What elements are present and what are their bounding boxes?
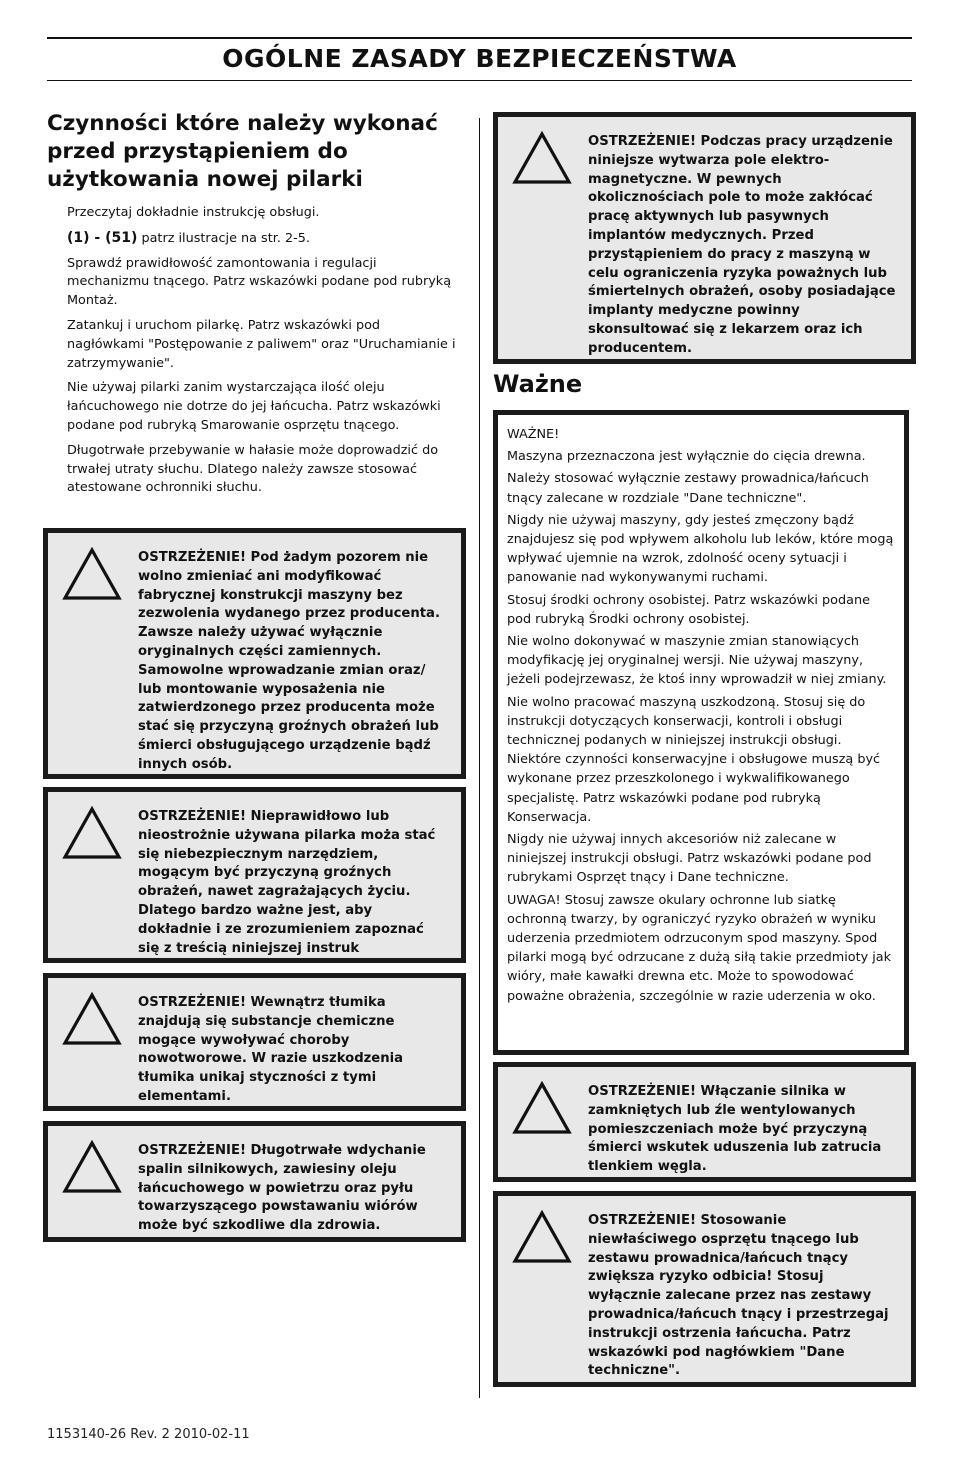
warning-triangle-icon — [512, 1081, 572, 1135]
important-item: Nie wolno dokonywać w maszynie zmian stanowiących modyfikację jej oryginalnej wersji. Nie używaj maszyny, jeżeli podejrzewasz, że ktoś inny wprowadził w niej zmiany. — [507, 634, 887, 688]
paragraph-assembly: Sprawdź prawidłowość zamontowania i regulacji mechanizmu tnącego. Patrz wskazówki podane pod rubryką Montaż. — [67, 255, 452, 309]
warning-triangle-icon — [512, 131, 572, 185]
page-header — [47, 37, 912, 81]
warning-text: OSTRZEŻENIE! Nieprawidłowo lub nieostrożnie używana pilarka moża stać się niebezpiecznym narzędziem, mogącym być przyczyną groźnych obrażeń, nawet zagrażających życiu. Dlatego bardzo ważne jest, aby dokładnie i ze zrozumieniem zapoznać się z treścią niniejszej instruk — [138, 809, 436, 956]
reference-range: (1) - (51) — [67, 229, 138, 246]
important-box — [493, 410, 909, 1055]
warning-triangle-icon — [62, 1140, 122, 1194]
warning-box-ventilation — [493, 1062, 916, 1182]
warning-box-modification — [43, 528, 466, 779]
reference-paragraph — [43, 229, 466, 249]
paragraph-fuel: Zatankuj i uruchom pilarkę. Patrz wskazówki pod nagłówkami "Postępowanie z paliwem" oraz "Uruchamianie i zatrzymywanie". — [67, 317, 456, 371]
important-label: WAŻNE! — [507, 427, 560, 442]
warning-text: OSTRZEŻENIE! Pod żadym pozorem nie wolno zmieniać ani modyfikować fabrycznej konstrukcji maszyny bez zezwolenia wydanego przez producenta. Zawsze należy używać wyłącznie oryginalnych części zamiennych. Samowolne wprowadzanie zmian oraz/ lub montowanie wyposażenia nie zatwierdzonego przez producenta może stać się przyczyną groźnych obrażeń lub śmierci obsługującego urządzenie bądź innych osób. — [138, 550, 440, 772]
warning-text: OSTRZEŻENIE! Długotrwałe wdychanie spalin silnikowych, zawiesiny oleju łańcuchowego w powietrzu oraz pyłu towarzyszącego powstawaniu wiórów może być szkodliwe dla zdrowia. — [138, 1143, 426, 1234]
page-title: OGÓLNE ZASADY BEZPIECZEŃSTWA — [222, 44, 737, 73]
important-item: Stosuj środki ochrony osobistej. Patrz wskazówki podane pod rubryką Środki ochrony osobistej. — [507, 592, 870, 627]
column-divider — [479, 118, 480, 1398]
warning-text: OSTRZEŻENIE! Stosowanie niewłaściwego osprzętu tnącego lub zestawu prowadnica/łańcuch tnący zwiększa ryzyko odbicia! Stosuj wyłącznie zalecane przez nas zestawy prowadnica/łańcuch tnący i przestrzegaj instrukcji ostrzenia łańcucha. Patrz wskazówki pod nagłówkiem "Dane techniczne". — [588, 1213, 889, 1379]
reference-text: patrz ilustracje na str. 2-5. — [137, 230, 310, 246]
paragraph-noise: Długotrwałe przebywanie w hałasie może doprowadzić do trwałej utraty słuchu. Dlatego należy zawsze stosować atestowane ochronniki słuchu. — [67, 442, 439, 496]
important-item: UWAGA! Stosuj zawsze okulary ochronne lub siatkę ochronną twarzy, by ograniczyć ryzyko obrażeń w wyniku uderzenia przedmiotem odrzuconym spod maszyny. Spod pilarki mogą być odrzucane z dużą siłą takie przedmioty jak wióry, małe kawałki drewna etc. Może to spowodować poważne obrażenia, szczególnie w razie uderzenia w oko. — [507, 892, 892, 1004]
warning-box-misuse — [43, 787, 466, 963]
left-column — [43, 110, 466, 498]
document-code: 1153140-26 Rev. 2 2010-02-11 — [47, 1427, 250, 1442]
important-item: Nie wolno pracować maszyną uszkodzoną. Stosuj się do instrukcji dotyczących konserwacji, kontroli i obsługi technicznej podanych w niniejszej instrukcji obsługi. Niektóre czynności konserwacyjne i obsługowe muszą być wykonane przez przeszkolonego i wykwalifikowanego specjalistę. Patrz wskazówki podane pod rubryką Konserwacja. — [507, 694, 881, 825]
important-item: Maszyna przeznaczona jest wyłącznie do cięcia drewna. — [507, 449, 866, 465]
section-title-important: Ważne — [493, 370, 583, 398]
warning-box-exhaust — [43, 1121, 466, 1242]
important-item: Nigdy nie używaj maszyny, gdy jesteś zmęczony bądź znajdujesz się pod wpływem alkoholu lub leków, które mogą wpływać ujemnie na wzrok, zdolność oceny sytuacji i panowanie nad wykonywanymi ruchami. — [507, 512, 894, 586]
section-title-before-use: Czynności które należy wykonać przed przystąpieniem do użytkowania nowej pilarki — [47, 111, 438, 192]
warning-text: OSTRZEŻENIE! Włączanie silnika w zamkniętych lub źle wentylowanych pomieszczeniach może być przyczyną śmierci wskutek uduszenia lub zatrucia tlenkiem węgla. — [588, 1084, 882, 1175]
warning-triangle-icon — [62, 992, 122, 1046]
warning-triangle-icon — [62, 806, 122, 860]
warning-box-muffler — [43, 973, 466, 1111]
important-item: Nigdy nie używaj innych akcesoriów niż zalecane w niniejszej instrukcji obsługi. Patrz wskazówki podane pod rubrykami Osprzęt tnący i Dane techniczne. — [507, 832, 872, 886]
warning-box-cutting-equipment — [493, 1191, 916, 1387]
warning-triangle-icon — [512, 1210, 572, 1264]
important-item: Należy stosować wyłącznie zestawy prowadnica/łańcuch tnący zalecane w rozdziale "Dane techniczne". — [507, 471, 869, 506]
warning-text: OSTRZEŻENIE! Podczas pracy urządzenie niniejsze wytwarza pole elektro- magnetyczne. W pewnych okolicznościach pole to może zakłócać pracę aktywnych lub pasywnych implantów medycznych. Przed przystąpieniem do pracy z maszyną w celu ograniczenia ryzyka poważnych lub śmiertelnych obrażeń, osoby posiadające implanty medyczne powinny skonsultować się z lekarzem oraz ich producentem. — [588, 134, 896, 356]
paragraph-oil: Nie używaj pilarki zanim wystarczająca ilość oleju łańcuchowego nie dotrze do jej łańcucha. Patrz wskazówki podane pod rubryką Smarowanie osprzętu tnącego. — [67, 380, 441, 433]
warning-triangle-icon — [62, 547, 122, 601]
warning-box-electromagnetic — [493, 112, 916, 364]
warning-text: OSTRZEŻENIE! Wewnątrz tłumika znajdują się substancje chemiczne mogące wywoływać choroby nowotworowe. W razie uszkodzenia tłumika unikaj styczności z tymi elementami. — [138, 995, 404, 1104]
intro-paragraph: Przeczytaj dokładnie instrukcję obsługi. — [67, 205, 320, 220]
